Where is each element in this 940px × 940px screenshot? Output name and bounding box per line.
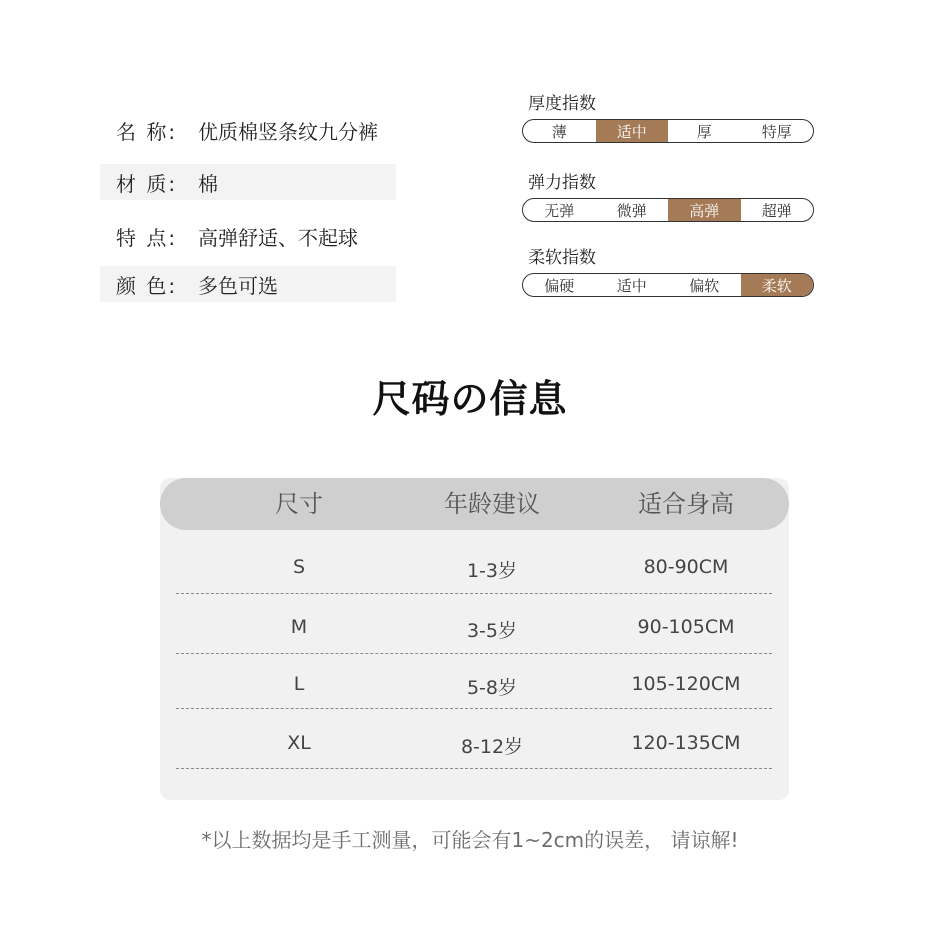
index-option: 无弹 xyxy=(544,201,575,220)
age-cell: 5-8岁 xyxy=(466,677,518,699)
header-size: 尺寸 xyxy=(275,490,323,518)
info-row-material xyxy=(100,164,396,200)
info-value: 多色可选 xyxy=(198,273,278,298)
table-row xyxy=(176,530,772,594)
measurement-footnote: *以上数据均是手工测量，可能会有1~2cm的误差， 请谅解! xyxy=(201,828,739,852)
age-cell: 8-12岁 xyxy=(460,736,524,758)
softness-index-scale xyxy=(522,273,814,297)
info-key: 名 称: xyxy=(116,119,178,144)
index-option: 微弹 xyxy=(616,201,647,220)
size-cell: M xyxy=(290,616,308,638)
height-cell: 80-90CM xyxy=(643,556,729,578)
index-option: 薄 xyxy=(551,122,567,141)
info-key: 特 点: xyxy=(116,225,178,250)
height-cell: 120-135CM xyxy=(631,732,741,754)
index-option: 特厚 xyxy=(761,122,792,141)
elasticity-index-scale xyxy=(522,198,814,222)
info-value: 优质棉竖条纹九分裤 xyxy=(198,119,378,144)
size-cell: XL xyxy=(287,732,311,754)
thickness-index-scale xyxy=(522,119,814,143)
size-cell: L xyxy=(293,673,305,695)
index-option: 偏软 xyxy=(689,276,720,295)
table-row xyxy=(176,708,772,769)
info-value: 棉 xyxy=(198,171,218,196)
thickness-index-title: 厚度指数 xyxy=(528,94,596,114)
info-row-color xyxy=(100,266,396,302)
size-cell: S xyxy=(292,556,306,578)
index-option: 高弹 xyxy=(668,199,741,221)
index-option: 偏硬 xyxy=(544,276,575,295)
softness-index-title: 柔软指数 xyxy=(528,248,596,268)
height-cell: 105-120CM xyxy=(631,673,741,695)
table-row xyxy=(176,653,772,709)
info-key: 颜 色: xyxy=(116,273,178,298)
index-option: 适中 xyxy=(616,276,647,295)
table-row xyxy=(176,593,772,654)
elasticity-index-title: 弹力指数 xyxy=(528,173,596,193)
index-option: 厚 xyxy=(696,122,712,141)
header-age: 年龄建议 xyxy=(444,490,540,518)
age-cell: 3-5岁 xyxy=(466,620,518,642)
age-cell: 1-3岁 xyxy=(466,560,518,582)
index-option: 超弹 xyxy=(761,201,792,220)
info-value: 高弹舒适、不起球 xyxy=(198,225,358,250)
header-height: 适合身高 xyxy=(638,490,734,518)
size-table xyxy=(160,478,789,800)
info-row-name xyxy=(100,112,396,148)
size-table-header xyxy=(160,478,789,530)
index-option: 柔软 xyxy=(741,274,814,296)
height-cell: 90-105CM xyxy=(637,616,735,638)
info-row-features xyxy=(100,218,396,254)
index-option: 适中 xyxy=(596,120,669,142)
size-info-heading: 尺码の信息 xyxy=(372,377,568,421)
info-key: 材 质: xyxy=(116,171,178,196)
